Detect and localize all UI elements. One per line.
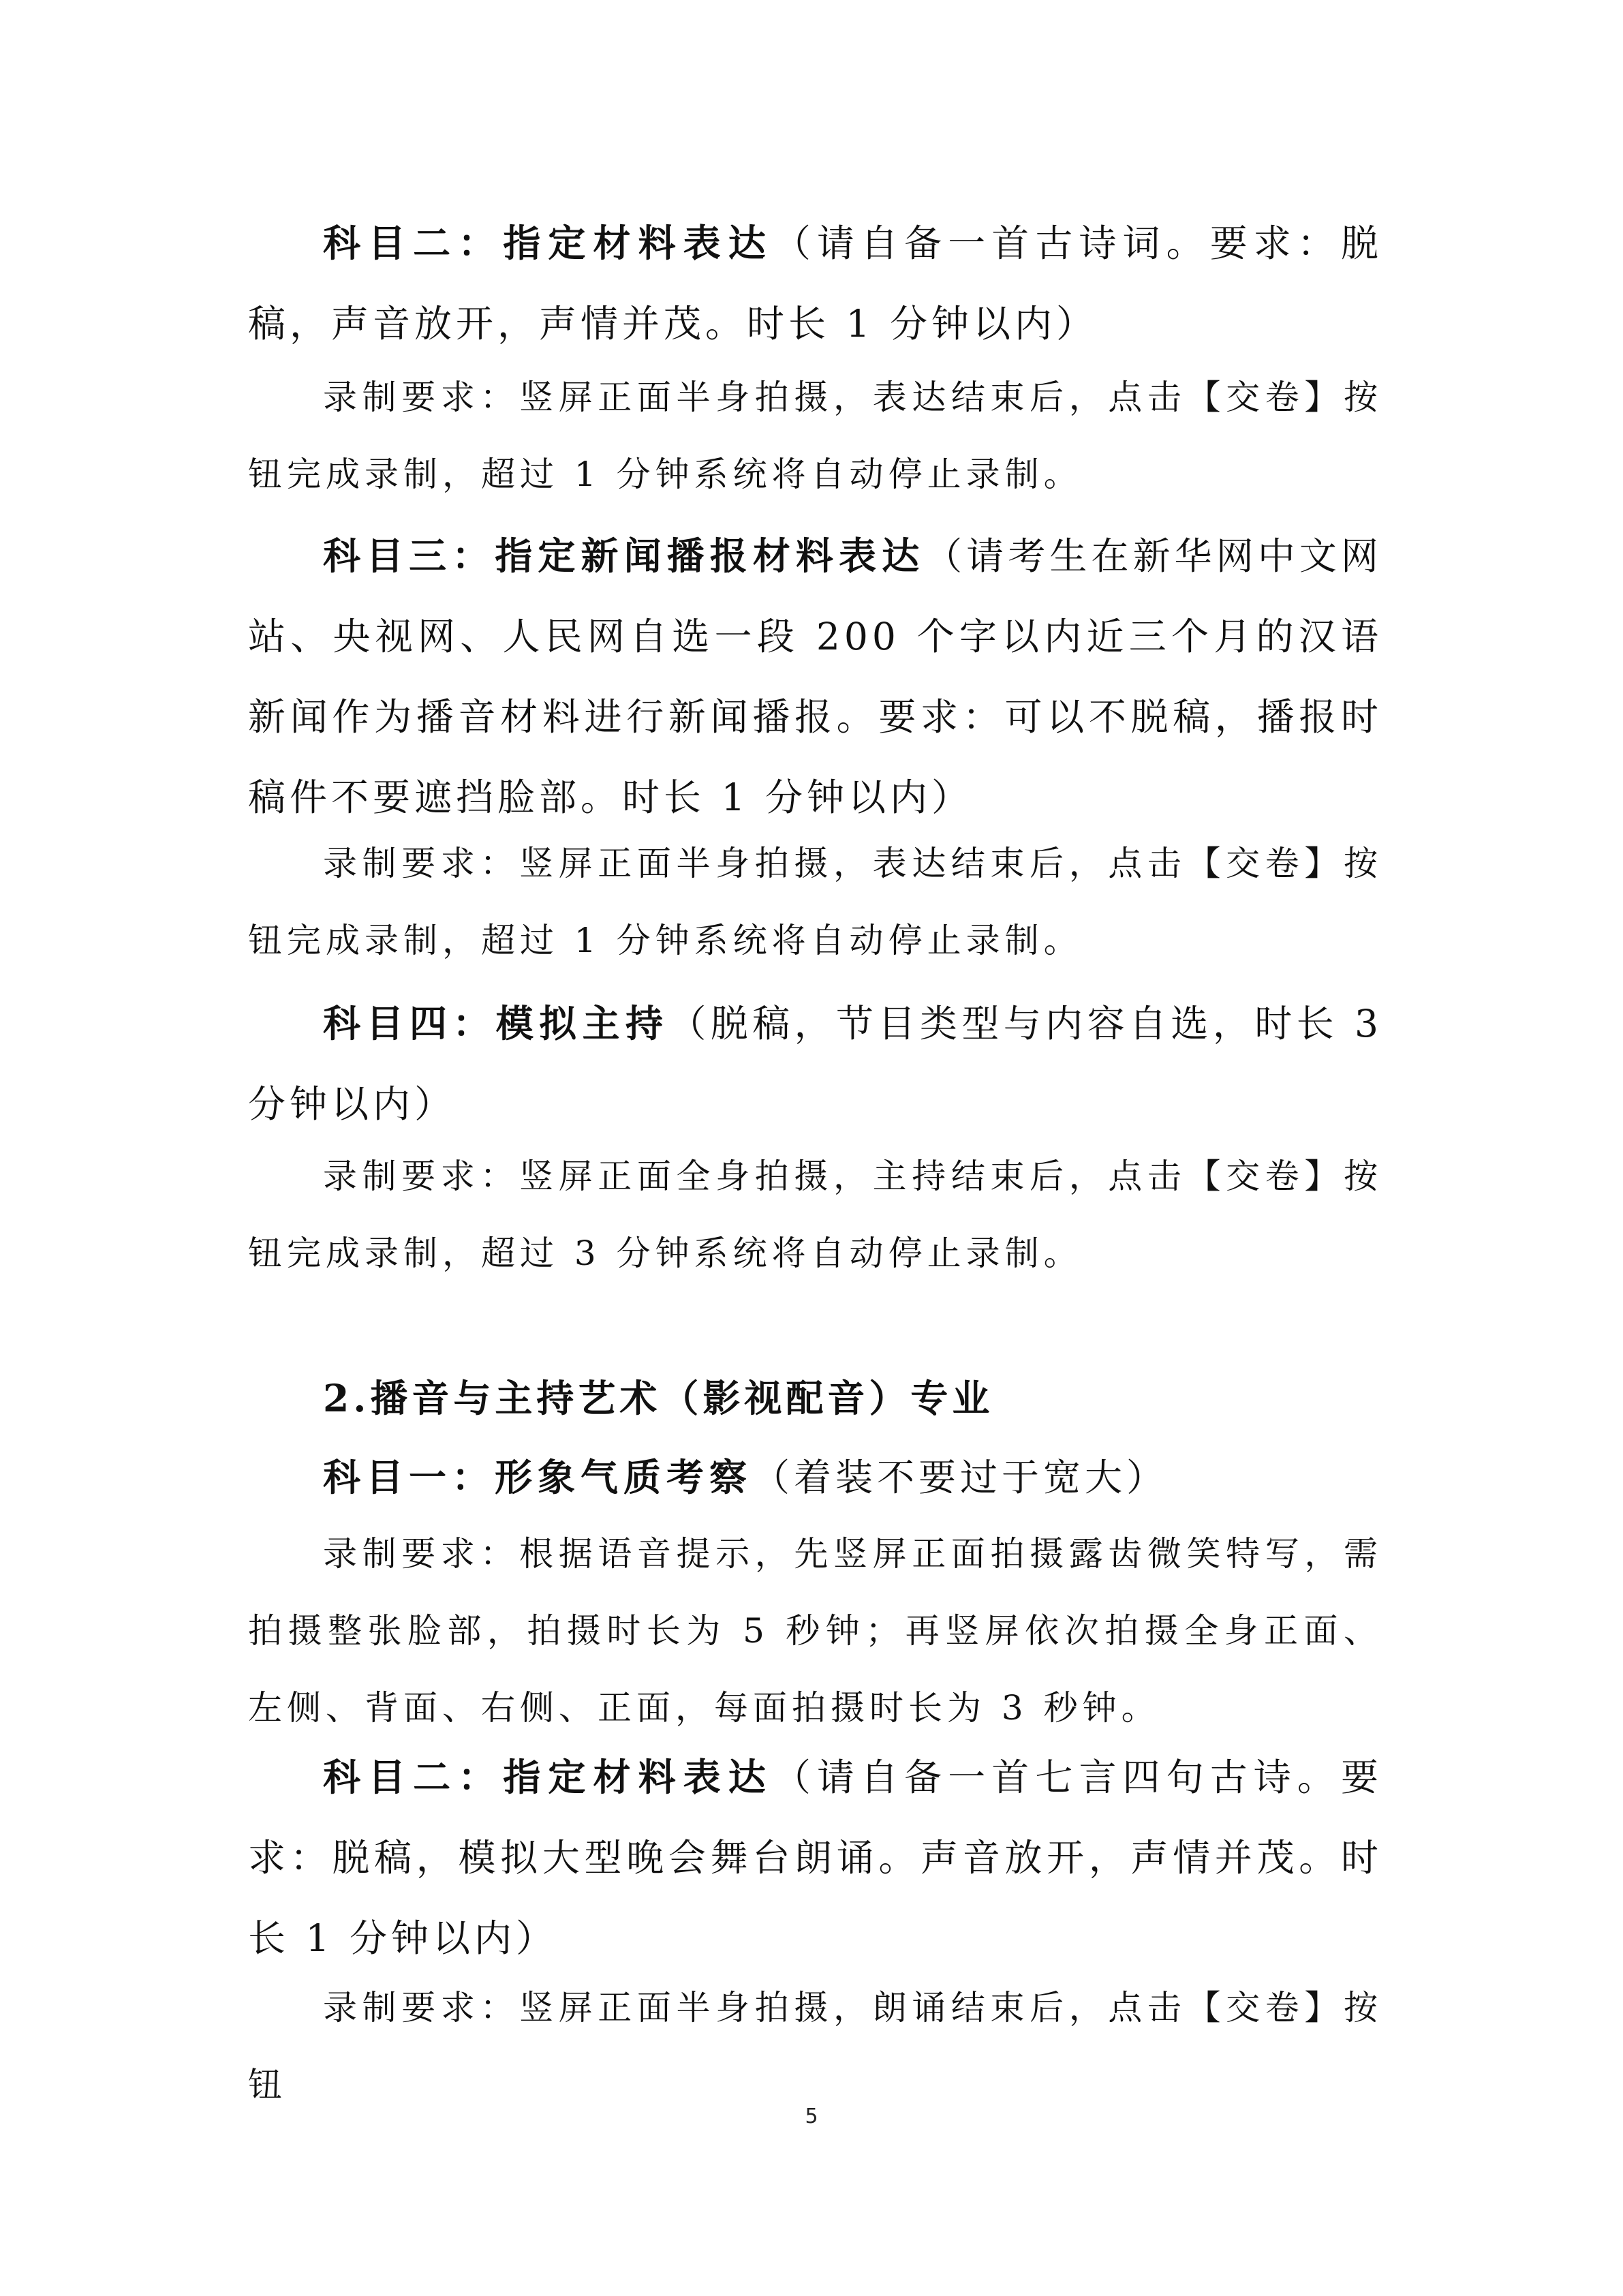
subject-detail: （着装不要过于宽大） — [752, 1456, 1169, 1499]
subject-detail: （脱稿，节目类型与内容自选，时长 3 分钟以内） — [248, 1002, 1382, 1126]
subject-title: 科目二：指定材料表达 — [323, 1755, 773, 1799]
section-heading: 2.播音与主持艺术（影视配音）专业 — [323, 1376, 994, 1420]
requirement-paragraph: 录制要求：竖屏正面全身拍摄，主持结束后，点击【交卷】按钮完成录制，超过 3 分钟系统将自动停止录制。 — [248, 1157, 1382, 1273]
subject-paragraph — [248, 516, 1382, 838]
subject-paragraph — [248, 203, 1382, 364]
requirement-paragraph: 录制要求：竖屏正面半身拍摄，表达结束后，点击【交卷】按钮完成录制，超过 1 分钟系统将自动停止录制。 — [248, 378, 1382, 494]
subject-detail: （请自备一首古诗词。要求：脱稿，声音放开，声情并茂。时长 1 分钟以内） — [248, 221, 1382, 346]
subject-title: 科目三：指定新闻播报材料表达 — [323, 534, 925, 578]
requirement-paragraph: 录制要求：竖屏正面半身拍摄，朗诵结束后，点击【交卷】按钮 — [248, 1988, 1382, 2104]
subject-paragraph — [248, 983, 1382, 1144]
subject-title: 科目二：指定材料表达 — [323, 221, 773, 265]
subject-detail: （请自备一首七言四句古诗。要求：脱稿，模拟大型晚会舞台朗诵。声音放开，声情并茂。时长 1 分钟以内） — [248, 1756, 1382, 1960]
subject-paragraph — [248, 1737, 1382, 1978]
requirement-paragraph: 录制要求：竖屏正面半身拍摄，表达结束后，点击【交卷】按钮完成录制，超过 1 分钟系统将自动停止录制。 — [248, 844, 1382, 960]
requirement-paragraph: 录制要求：根据语音提示，先竖屏正面拍摄露齿微笑特写，需拍摄整张脸部，拍摄时长为 5 秒钟；再竖屏依次拍摄全身正面、左侧、背面、右侧、正面，每面拍摄时长为 3 秒钟。 — [248, 1534, 1382, 1728]
page-number: 5 — [805, 2104, 818, 2128]
subject-title: 科目四：模拟主持 — [323, 1001, 669, 1045]
subject-paragraph — [248, 1437, 1382, 1518]
subject-title: 科目一：形象气质考察 — [323, 1455, 753, 1499]
subject-detail: （请考生在新华网中文网站、央视网、人民网自选一段 200 个字以内近三个月的汉语新闻作为播音材料进行新闻播报。要求：可以不脱稿，播报时稿件不要遮挡脸部。时长 1 分钟以内） — [248, 534, 1382, 819]
